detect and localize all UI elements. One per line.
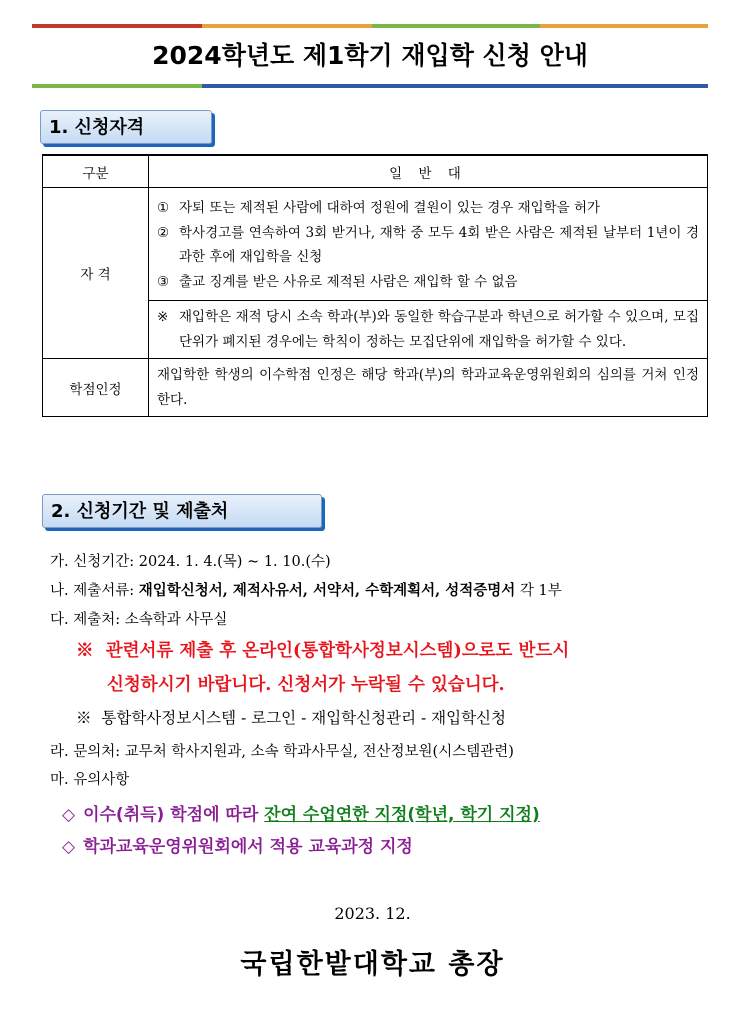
system-path-note: ※ 통합학사정보시스템 - 로그인 - 재입학신청관리 - 재입학신청 — [76, 709, 507, 727]
issue-date: 2023. 12. — [334, 904, 411, 923]
table-header-general: 일 반 대 — [149, 155, 708, 188]
page-title: 2024학년도 제1학기 재입학 신청 안내 — [152, 41, 588, 70]
qualification-table — [42, 154, 708, 417]
conditions-cell — [149, 188, 708, 301]
period-line: 가. 신청기간: 2024. 1. 4.(목) ~ 1. 10.(수) — [50, 554, 331, 570]
section-heading-period: 2. 신청기간 및 제출처 — [42, 494, 322, 528]
caution-label: 마. 유의사항 — [50, 772, 130, 788]
condition-item: ③ 출교 징계를 받은 사유로 제적된 사람은 재입학 할 수 없음 — [157, 273, 518, 290]
credit-cell: 재입학한 학생의 이수학점 인정은 해당 학과(부)의 학과교육운영위원회의 심의를 거쳐 인정한다. — [149, 359, 708, 417]
submission-place-line: 다. 제출처: 소속학과 사무실 — [50, 612, 228, 628]
diamond-icon: ◇ — [62, 837, 76, 857]
row-label-qualification: 자 격 — [43, 188, 149, 359]
online-warning: ※ 관련서류 제출 후 온라인(통합학사정보시스템)으로도 반드시 신청하시기 바랍니다. 신청서가 누락될 수 있습니다. — [76, 641, 570, 695]
row-label-credit: 학점인정 — [43, 359, 149, 417]
title-top-rule — [32, 24, 708, 28]
signature: 국립한밭대학교 총장 — [240, 949, 505, 980]
caution-item: ◇ 이수(취득) 학점에 따라 잔여 수업연한 지정(학년, 학기 지정) — [62, 805, 540, 825]
diamond-icon: ◇ — [62, 805, 76, 825]
condition-item: ② 학사경고를 연속하여 3회 받거나, 재학 중 모두 4회 받은 사람은 제적된 날부터 1년이 경과한 후에 재입학을 신청 — [157, 224, 699, 265]
caution-item: ◇ 학과교육운영위원회에서 적용 교육과정 지정 — [62, 837, 413, 857]
note-cell: ※ 재입학은 재적 당시 소속 학과(부)와 동일한 학습구분과 학년으로 허가할 수 있으며, 모집단위가 폐지된 경우에는 학칙이 정하는 모집단위에 재입학을 허가할 수 있다. — [149, 301, 708, 359]
condition-item: ① 자퇴 또는 제적된 사람에 대하여 정원에 결원이 있는 경우 재입학을 허가 — [157, 200, 601, 216]
section-heading-qualification: 1. 신청자격 — [40, 110, 212, 144]
contact-line: 라. 문의처: 교무처 학사지원과, 소속 학과사무실, 전산정보원(시스템관련) — [50, 744, 514, 760]
documents-line: 나. 제출서류: 재입학신청서, 제적사유서, 서약서, 수학계획서, 성적증명서 각 1부 — [50, 582, 562, 599]
title-bottom-rule — [32, 84, 708, 88]
table-header-category: 구분 — [43, 155, 149, 188]
